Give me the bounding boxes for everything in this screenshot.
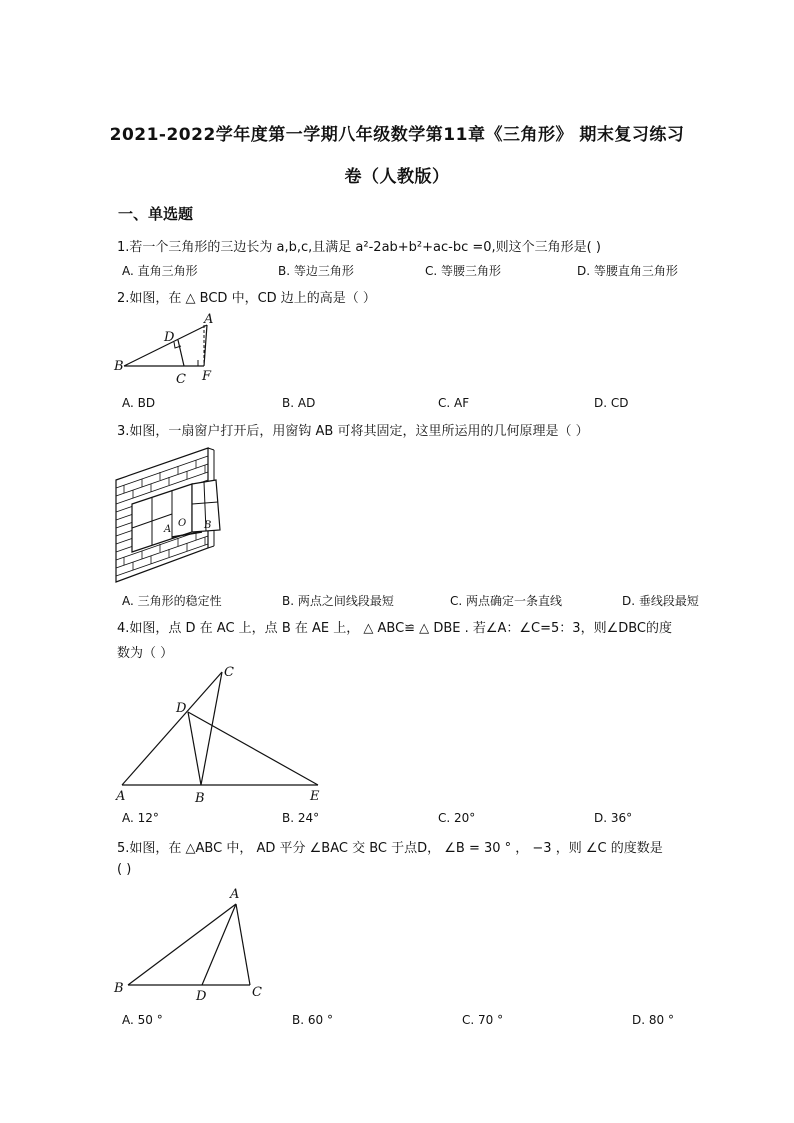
- question-2-option-a[interactable]: A. BD: [122, 396, 156, 410]
- figure-label-d: D: [196, 989, 207, 1002]
- question-2-figure: [112, 310, 232, 390]
- figure-label-f: F: [202, 369, 212, 384]
- question-5-stem-continued: ( ): [117, 862, 132, 877]
- question-1-option-a[interactable]: A. 直角三角形: [122, 264, 198, 278]
- question-5-option-d[interactable]: D. 80 °: [632, 1013, 674, 1027]
- question-3-option-a[interactable]: A. 三角形的稳定性: [122, 594, 222, 608]
- figure-label-a: A: [116, 789, 126, 804]
- question-4-stem-continued: 数为（ ）: [117, 646, 174, 661]
- section-heading: 一、单选题: [118, 205, 194, 223]
- question-5-option-b[interactable]: B. 60 °: [292, 1013, 333, 1027]
- question-5-option-c[interactable]: C. 70 °: [462, 1013, 504, 1027]
- question-1-option-d[interactable]: D. 等腰直角三角形: [577, 264, 678, 278]
- figure-label-a: A: [164, 524, 172, 535]
- figure-label-c: C: [176, 372, 186, 387]
- figure-label-a: A: [204, 312, 214, 327]
- question-2-option-b[interactable]: B. AD: [282, 396, 316, 410]
- document-title-continued: 卷（人教版）: [344, 167, 450, 187]
- question-4-option-a[interactable]: A. 12°: [122, 811, 159, 825]
- question-3-option-c[interactable]: C. 两点确定一条直线: [450, 594, 563, 608]
- question-3-stem: 3.如图，一扇窗户打开后，用窗钩 AB 可将其固定，这里所运用的几何原理是（ ）: [117, 424, 589, 439]
- question-1-option-c[interactable]: C. 等腰三角形: [425, 264, 502, 278]
- question-4-option-c[interactable]: C. 20°: [438, 811, 476, 825]
- question-5-stem: 5.如图，在 △ABC 中， AD 平分 ∠BAC 交 BC 于点D， ∠B = 30 ° ， −3 ，则 ∠C 的度数是: [117, 841, 663, 856]
- figure-label-e: E: [310, 789, 320, 804]
- figure-label-b: B: [114, 359, 124, 374]
- question-4-option-b[interactable]: B. 24°: [282, 811, 320, 825]
- question-3-option-d[interactable]: D. 垂线段最短: [622, 594, 699, 608]
- question-1-stem: 1.若一个三角形的三边长为 a,b,c,且满足 a²-2ab+b²+ac-bc =0,则这个三角形是( ): [117, 240, 601, 255]
- question-4-figure: [112, 660, 332, 805]
- question-2-stem: 2.如图，在 △ BCD 中，CD 边上的高是（ ）: [117, 291, 376, 306]
- question-4-option-d[interactable]: D. 36°: [594, 811, 633, 825]
- question-5-figure: [112, 882, 272, 1002]
- figure-label-b: B: [114, 981, 124, 996]
- figure-label-b: B: [204, 520, 212, 531]
- document-title: 2021-2022学年度第一学期八年级数学第11章《三角形》 期末复习练习: [109, 125, 685, 145]
- figure-label-a: A: [230, 887, 240, 902]
- question-2-option-c[interactable]: C. AF: [438, 396, 470, 410]
- question-4-stem: 4.如图，点 D 在 AC 上，点 B 在 AE 上， △ ABC≌ △ DBE . 若∠A：∠C=5：3，则∠DBC的度: [117, 621, 673, 636]
- question-5-option-a[interactable]: A. 50 °: [122, 1013, 163, 1027]
- figure-label-d: D: [164, 330, 175, 345]
- figure-label-c: C: [224, 665, 234, 680]
- figure-label-b: B: [195, 791, 205, 805]
- figure-label-c: C: [252, 985, 262, 1000]
- question-3-window-figure: [112, 440, 227, 585]
- question-3-option-b[interactable]: B. 两点之间线段最短: [282, 594, 394, 608]
- question-1-option-b[interactable]: B. 等边三角形: [278, 264, 354, 278]
- figure-label-o: O: [178, 518, 187, 529]
- question-2-option-d[interactable]: D. CD: [594, 396, 629, 410]
- figure-label-d: D: [176, 701, 187, 716]
